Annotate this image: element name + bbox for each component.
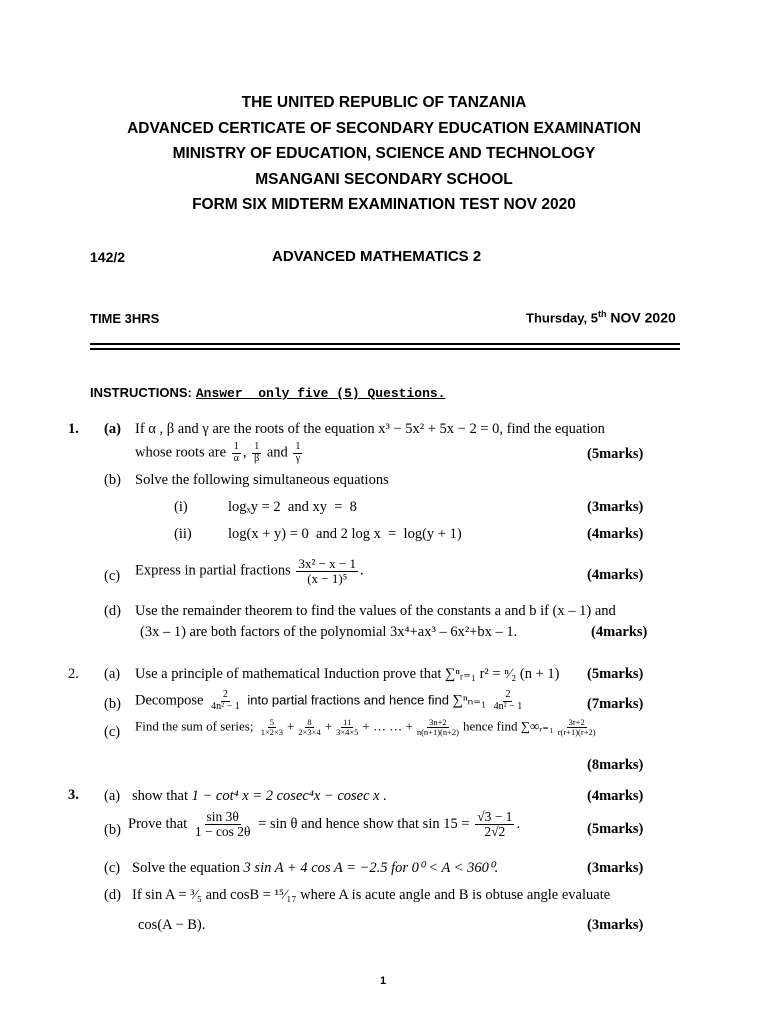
q3c-text: Solve the equation 3 sin A + 4 cos A = −2.5 for 0⁰ < A < 360⁰.: [132, 860, 499, 876]
q1b-text: Solve the following simultaneous equations: [135, 472, 389, 488]
instructions: INSTRUCTIONS: Answer only five (5) Questions.: [90, 385, 446, 401]
q3c-marks: (3marks): [587, 860, 644, 876]
q3a-text: show that 1 − cot⁴ x = 2 cosec⁴x − cosec x .: [132, 788, 387, 804]
q2b-label: (b): [104, 696, 121, 712]
paper-code: 142/2: [90, 249, 126, 265]
q1bii-marks: (4marks): [587, 526, 644, 542]
q1a-marks: (5marks): [587, 446, 644, 462]
q1a-text: If α , β and γ are the roots of the equation x³ − 5x² + 5x − 2 = 0, find the equation: [135, 421, 605, 437]
header-school: MSANGANI SECONDARY SCHOOL: [255, 171, 513, 188]
header-ministry: MINISTRY OF EDUCATION, SCIENCE AND TECHNOLOGY: [172, 145, 596, 162]
q2c-series: Find the sum of series; $\frac{5}{1\times 2\times 3}$ + $\frac{8}{2\times 3\times 4}$ + $\frac{11}{3\times 4\times 5}$ + … … + $\frac{3n+2}{n(n+1)(n+2)}$ hence find ∑∞ᵣ₌₁ $\frac{3r+2}{r(r+1)(r+2)}$: [135, 717, 596, 737]
question-2-number: 2.: [68, 666, 79, 682]
q2a-text: Use a principle of mathematical Induction prove that ∑ⁿᵣ₌₁ r² = ⁿ⁄₂ (n + 1): [135, 666, 560, 682]
q1d-label: (d): [104, 603, 121, 619]
q1c-text: Express in partial fractions $\frac{\text{3x² − x − 1}}{\text{(x − 1)⁵}}$ .: [135, 556, 364, 586]
q2c-label: (c): [104, 724, 121, 740]
q3b-label: (b): [104, 822, 121, 838]
q1d-text-line1: Use the remainder theorem to find the values of the constants a and b if (x – 1) and: [135, 603, 616, 619]
q3c-label: (c): [104, 860, 121, 876]
q2a-label: (a): [104, 666, 121, 682]
q1bi-equation: logₓy = 2 and xy = 8: [228, 499, 357, 515]
q1a-roots: whose roots are $\frac{1}{\alpha}$ , $\frac{1}{\beta}$ and $\frac{1}{\gamma}$: [135, 441, 301, 464]
q3a-marks: (4marks): [587, 788, 644, 804]
q1bii-label: (ii): [174, 526, 192, 542]
header-republic: THE UNITED REPUBLIC OF TANZANIA: [241, 94, 527, 111]
q3a-label: (a): [104, 788, 121, 804]
divider-line-bottom: [90, 348, 680, 350]
q3d-text-line2: cos(A − B).: [138, 917, 206, 933]
q1bi-label: (i): [174, 499, 188, 515]
q1a-label: (a): [104, 421, 121, 437]
q3b-text: Prove that $\frac{\sin 3\theta}{1 - \cos 2\theta}$ = sin θ and hence show that sin 15 = $\frac{√3 - 1}{2√2}$ .: [128, 809, 521, 840]
q1bii-equation: log(x + y) = 0 and 2 log x = log(y + 1): [228, 526, 462, 542]
q2c-marks: (8marks): [587, 757, 644, 773]
header-exam: FORM SIX MIDTERM EXAMINATION TEST NOV 2020: [192, 196, 576, 213]
q1d-text-line2: (3x – 1) are both factors of the polynomial 3x⁴+ax³ – 6x²+bx – 1.: [140, 624, 518, 640]
header-certificate: ADVANCED CERTICATE OF SECONDARY EDUCATION EXAMINATION: [127, 120, 641, 137]
exam-date: Thursday, 5th NOV 2020: [526, 309, 676, 326]
q1d-marks: (4marks): [591, 624, 648, 640]
q1b-label: (b): [104, 472, 121, 488]
q1c-marks: (4marks): [587, 567, 644, 583]
q2b-marks: (7marks): [587, 696, 644, 712]
q3d-label: (d): [104, 887, 121, 903]
q2b-text: Decompose $\frac{2}{\text{4n² − 1}}$ into partial fractions and hence find ∑ⁿₙ₌₁ $\frac{2}{\text{4n² − 1}}$: [135, 689, 523, 712]
page-number: 1: [380, 975, 387, 987]
q3b-marks: (5marks): [587, 821, 644, 837]
divider-line-top: [90, 343, 680, 345]
time-allowed: TIME 3HRS: [90, 311, 160, 326]
q2a-marks: (5marks): [587, 666, 644, 682]
q1c-label: (c): [104, 568, 121, 584]
question-3-number: 3.: [68, 787, 79, 803]
question-1-number: 1.: [68, 421, 79, 437]
paper-title: ADVANCED MATHEMATICS 2: [272, 248, 482, 265]
q1bi-marks: (3marks): [587, 499, 644, 515]
q3d-text: If sin A = ³⁄₅ and cosB = ¹⁵⁄₁₇ where A is acute angle and B is obtuse angle evaluate: [132, 887, 611, 903]
q3d-marks: (3marks): [587, 917, 644, 933]
